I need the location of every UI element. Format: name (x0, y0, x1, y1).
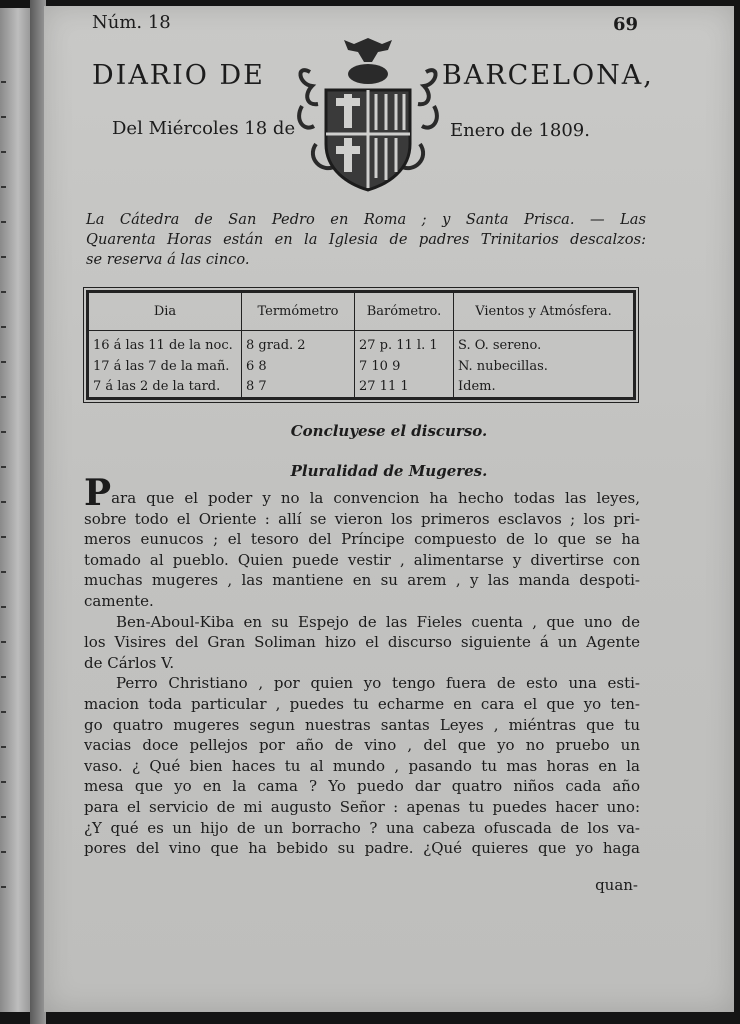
article-title: Pluralidad de Mugeres. (290, 462, 488, 480)
weather-row (88, 376, 635, 398)
body-line: vacias doce pellejos por año de vino , del que yo no pruebo un (84, 736, 640, 755)
page-number: 69 (612, 14, 638, 35)
body-line: go quatro mugeres segun nuestras santas Leyes , miéntras que tu (84, 715, 640, 734)
facing-page-marks (0, 48, 10, 888)
cell-dia: 16 á las 11 de la noc. (88, 330, 242, 356)
cell-termometro: 8 7 (242, 376, 355, 398)
body-line: de Cárlos V. (84, 653, 175, 672)
cell-barometro: 27 11 1 (355, 376, 454, 398)
cell-dia: 17 á las 7 de la mañ. (88, 356, 242, 376)
col-barometro: Barómetro. (355, 292, 454, 331)
saints-notice-line: Quarenta Horas están en la Iglesia de padres Trinitarios descalzos: (86, 231, 646, 248)
body-line (84, 472, 640, 514)
coat-of-arms-icon (292, 34, 444, 194)
weather-header-row (88, 292, 635, 331)
body-line: mesa que yo en la cama ? Yo puedo dar quatro niños cada año (84, 777, 640, 796)
body-line-text: ara que el poder y no la convencion ha hecho todas las leyes, (111, 489, 640, 507)
cell-dia: 7 á las 2 de la tard. (88, 376, 242, 398)
date-line-right: Enero de 1809. (450, 120, 590, 141)
drop-cap: P (84, 472, 112, 514)
body-line: para el servicio de mi augusto Señor : apenas tu puedes hacer uno: (84, 797, 640, 816)
masthead-title-right: BARCELONA, (442, 60, 654, 91)
section-subtitle: Concluyese el discurso. (290, 422, 488, 440)
weather-row (88, 356, 635, 376)
cell-termometro: 6 8 (242, 356, 355, 376)
body-line: vaso. ¿ Qué bien haces tu al mundo , pasando tu mas horas en la (84, 756, 640, 775)
col-termometro: Termómetro (242, 292, 355, 331)
body-line: pores del vino que ha bebido su padre. ¿Qué quieres que yo haga (84, 839, 640, 858)
date-line-left: Del Miércoles 18 de (112, 118, 296, 139)
catchword: quan- (595, 876, 638, 894)
cell-barometro: 7 10 9 (355, 356, 454, 376)
facing-page-edge (0, 8, 30, 1012)
body-line: macion toda particular , puedes tu echarme en cara el que yo ten- (84, 694, 640, 713)
cell-barometro: 27 p. 11 l. 1 (355, 330, 454, 356)
body-line: meros eunucos ; el tesoro del Príncipe compuesto de lo que se ha (84, 530, 640, 549)
cell-vientos: Idem. (458, 379, 496, 395)
col-vientos: Vientos y Atmósfera. (454, 292, 635, 331)
body-line: tomado al pueblo. Quien puede vestir , alimentarse y divertirse con (84, 550, 640, 569)
body-line: muchas mugeres , las mantiene en su arem , y las manda despoti- (84, 571, 640, 590)
weather-table (86, 290, 636, 400)
saints-notice (86, 210, 646, 270)
cell-termometro: 8 grad. 2 (242, 330, 355, 356)
body-line: ¿Y qué es un hijo de un borracho ? una cabeza ofuscada de los va- (84, 818, 640, 837)
saints-notice-line: La Cátedra de San Pedro en Roma ; y Santa Prisca. — Las (86, 211, 646, 228)
cell-vientos: N. nubecillas. (458, 358, 548, 374)
issue-number: Núm. 18 (92, 12, 171, 33)
body-line: sobre todo el Oriente : allí se vieron los primeros esclavos ; los pri- (84, 509, 640, 528)
masthead-title-left: DIARIO DE (92, 60, 265, 91)
cell-vientos: S. O. sereno. (458, 337, 542, 353)
body-line: camente. (84, 591, 154, 610)
saints-notice-line: se reserva á las cinco. (86, 251, 250, 268)
newspaper-page (44, 6, 734, 1012)
weather-row (88, 330, 635, 356)
body-line: los Visires del Gran Soliman hizo el discurso siguiente á un Agente (84, 633, 640, 652)
body-line: Ben-Aboul-Kiba en su Espejo de las Fieles cuenta , que uno de (116, 612, 640, 631)
article-body (84, 472, 640, 859)
col-dia: Dia (88, 292, 242, 331)
body-line: Perro Christiano , por quien yo tengo fuera de esto una esti- (116, 674, 640, 693)
